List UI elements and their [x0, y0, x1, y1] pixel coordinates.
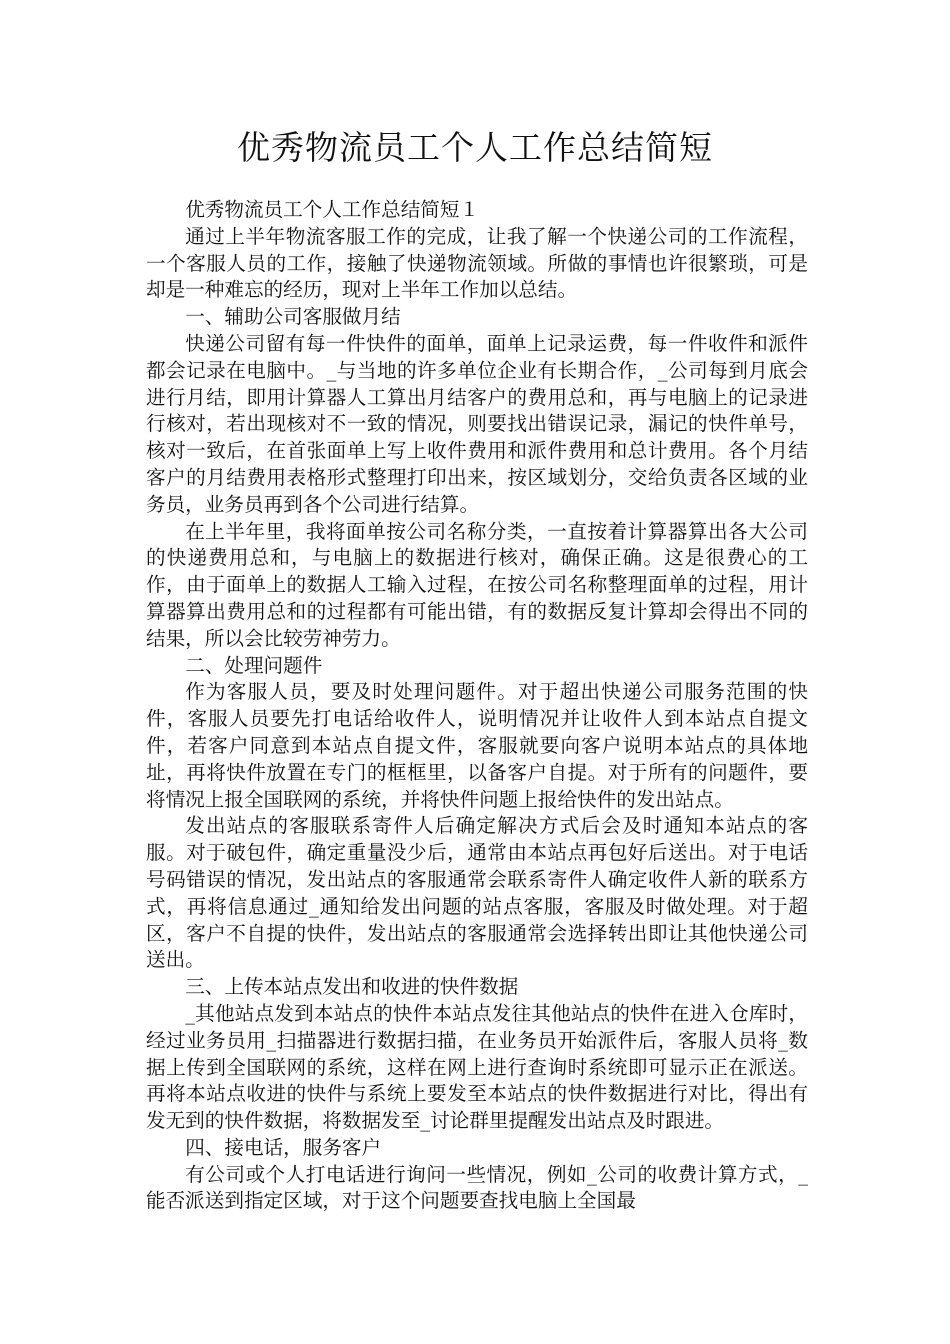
document-body [146, 197, 808, 1215]
paragraph-problem-parcels: 作为客服人员，要及时处理问题件。对于超出快递公司服务范围的快件，客服人员要先打电话给收件人，说明情况并让收件人到本站点自提文件，若客户同意到本站点自提文件，客服就要向客户说明本站点的具体地址，再将快件放置在专门的框框里，以备客户自提。对于所有的问题件，要将情况上报全国联网的系统，并将快件问题上报给快件的发出站点。 [146, 680, 808, 811]
paragraph-upload-data: _其他站点发到本站点的快件本站点发往其他站点的快件在进入仓库时，经过业务员用_扫描器进行数据扫描，在业务员开始派件后，客服人员将_数据上传到全国联网的系统，这样在网上进行查询时系统即可显示正在派送。再将本站点收进的快件与系统上要发至本站点的快件数据进行对比，得出有发无到的快件数据，将数据发至_讨论群里提醒发出站点及时跟进。 [146, 1001, 808, 1133]
paragraph-sender-site: 发出站点的客服联系寄件人后确定解决方式后会及时通知本站点的客服。对于破包件，确定重量没少后，通常由本站点再包好后送出。对于电话号码错误的情况，发出站点的客服通常会联系寄件人确定收件人新的联系方式，再将信息通过_通知给发出问题的站点客服，客服及时做处理。对于超区，客户不自提的快件，发出站点的客服通常会选择转出即让其他快递公司送出。 [146, 814, 808, 972]
paragraph-phone-service: 有公司或个人打电话进行询问一些情况，例如_公司的收费计算方式，_能否派送到指定区域，对于这个问题要查找电脑上全国最 [146, 1162, 808, 1213]
section-heading-1: 一、辅助公司客服做月结 [185, 305, 401, 329]
section-subtitle: 优秀物流员工个人工作总结简短１ [185, 198, 480, 221]
paragraph-first-half-work: 在上半年里，我将面单按公司名称分类，一直按着计算器算出各大公司的快递费用总和，与电脑上的数据进行核对，确保正确。这是很费心的工作，由于面单上的数据人工输入过程，在按公司名称整理面单的过程，用计算器算出费用总和的过程都有可能出错，有的数据反复计算却会得出不同的结果，所以会比较劳神劳力。 [146, 519, 808, 650]
document-title: 优秀物流员工个人工作总结简短 [237, 128, 713, 167]
paragraph-monthly-settlement: 快递公司留有每一件快件的面单，面单上记录运费，每一件收件和派件都会记录在电脑中。_与当地的许多单位企业有长期合作，_公司每到月底会进行月结，即用计算器人工算出月结客户的费用总和，再与电脑上的记录进行核对，若出现核对不一致的情况，则要找出错误记录，漏记的快件单号，核对一致后，在首张面单上写上收件费用和派件费用和总计费用。各个月结客户的月结费用表格形式整理打印出来，按区域划分，交给负责各区域的业务员，业务员再到各个公司进行结算。 [146, 331, 808, 516]
section-heading-2: 二、处理问题件 [185, 653, 323, 677]
paragraph-intro: 通过上半年物流客服工作的完成，让我了解一个快递公司的工作流程，一个客服人员的工作，接触了快递物流领域。所做的事情也许很繁琐，可是却是一种难忘的经历，现对上半年工作加以总结。 [146, 224, 808, 302]
section-heading-3: 三、上传本站点发出和收进的快件数据 [185, 975, 519, 999]
section-heading-4: 四、接电话，服务客户 [185, 1135, 382, 1159]
